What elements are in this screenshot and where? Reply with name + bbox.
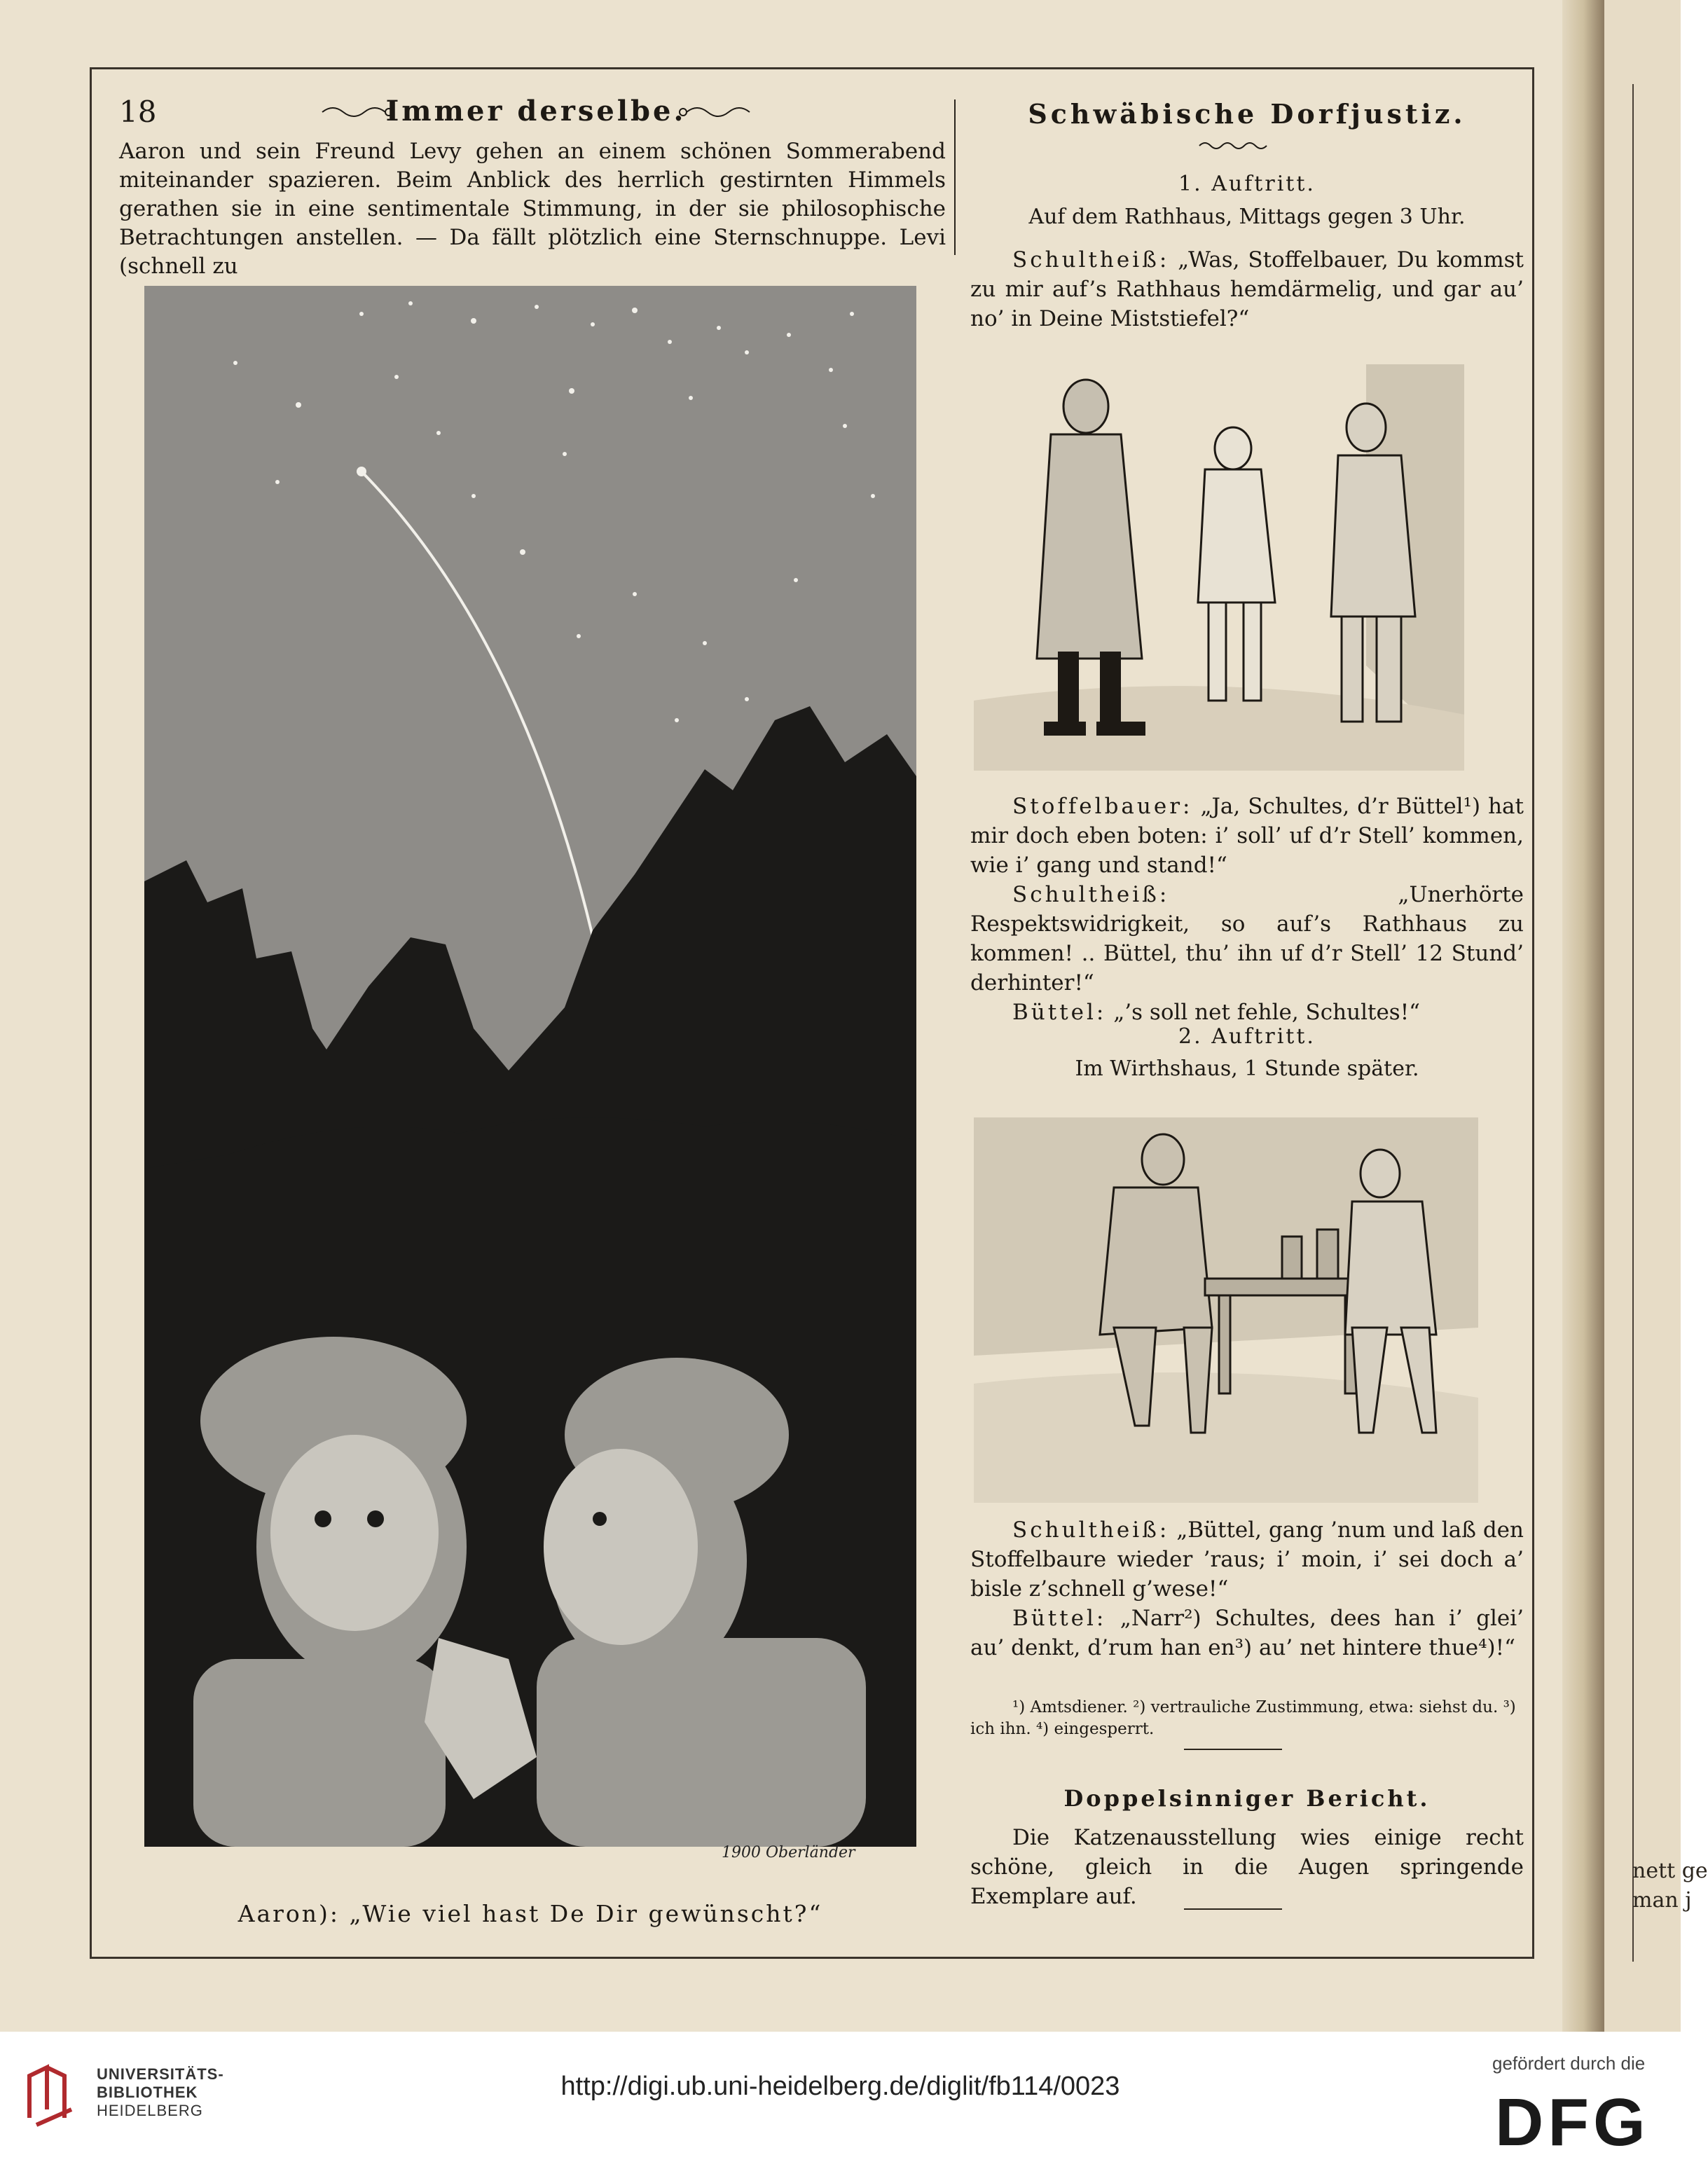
scene2-dialog-1 [970, 1515, 1524, 1604]
left-article-intro: Aaron und sein Freund Levy gehen an einem schönen Sommerabend miteinander spazieren. Beim Anblick des herrlich gestirnten Himmels gerathen sie in eine sentimentale Stimmung, in der sie philosophische Betrachtungen anstellen. — Da fällt plötzlich eine Sternschnuppe. Levi (schnell zu [119, 139, 946, 279]
short-piece-title: Doppelsinniger Bericht. [1063, 1785, 1431, 1812]
permalink[interactable]: http://digi.ub.uni-heidelberg.de/diglit/fb114/0023 [560, 2072, 1120, 2101]
scene2-heading: 2. Auftritt. [1178, 1024, 1316, 1049]
scene1-heading: 1. Auftritt. [1178, 172, 1316, 196]
speaker-name: Schultheiß: [1012, 247, 1170, 273]
scene2-setting: Im Wirthshaus, 1 Stunde später. [1075, 1056, 1419, 1081]
left-title-ornament-right-icon [669, 104, 753, 121]
illustration-caption: Aaron): „Wie viel hast De Dir gewünscht?“ [237, 1900, 823, 1927]
scene1-dialog-2 [970, 792, 1524, 880]
speaker-name: Büttel: [1012, 1606, 1107, 1631]
illustration-signature: 1900 Oberländer [722, 1844, 855, 1861]
speaker-name: Büttel: [1012, 1000, 1107, 1025]
next-page-text-fragment: nett ge man j [1632, 1859, 1708, 1913]
end-rule [1184, 1908, 1282, 1910]
page-number: 18 [119, 95, 157, 129]
scene1-dialog-4 [970, 998, 1524, 1027]
footnotes: ¹) Amtsdiener. ²) vertrauliche Zustimmung, etwa: siehst du. ³) ich ihn. ⁴) eingesperrt. [970, 1698, 1516, 1738]
scene1-dialog-3 [970, 880, 1524, 998]
page-gutter [1562, 0, 1604, 2032]
institution-line-2: BIBLIOTHEK [97, 2084, 198, 2101]
right-article-title: Schwäbische Dorfjustiz. [1028, 98, 1466, 130]
shooting-star-illustration [144, 286, 916, 1847]
left-article-title: Immer derselbe. [385, 95, 687, 128]
dfg-logo: DFG [1495, 2085, 1650, 2160]
scene2-dialog-block [970, 1515, 1524, 1662]
wirtshaus-scene-illustration [974, 1117, 1478, 1503]
funded-by-label: gefördert durch die [1492, 2053, 1646, 2074]
rathaus-scene-illustration [974, 364, 1464, 771]
short-piece-text: Die Katzenausstellung wies einige recht schöne, gleich in die Augen springende Exemplare auf. [970, 1825, 1524, 1909]
institution-line-3: HEIDELBERG [97, 2102, 203, 2119]
next-page-frame-line [1632, 84, 1681, 1962]
title-divider-ornament-icon [1198, 140, 1268, 151]
scene1-dialog-block [970, 792, 1524, 1027]
speaker-name: Schultheiß: [1012, 1517, 1170, 1543]
dialog-text: „Unerhörte Respektswidrigkeit, so auf’s Rathhaus zu kommen! .. Büttel, thu’ ihn uf d’r Stell’ 12 Stund’ derhinter!“ [970, 882, 1524, 996]
institution-line-1: UNIVERSITÄTS- [97, 2065, 224, 2083]
dialog-text: „Was, Stoffelbauer, Du kommst zu mir auf’s Rathhaus hemdärmelig, und gar au’ no’ in Deine Miststiefel?“ [970, 247, 1524, 331]
dialog-text: „Narr²) Schultes, dees han i’ glei’ au’ denkt, d’rum han en³) au’ net hintere thue⁴)!“ [970, 1606, 1524, 1660]
speaker-name: Stoffelbauer: [1012, 794, 1193, 819]
dialog-text: „’s soll net fehle, Schultes!“ [1113, 1000, 1421, 1025]
footnote-rule [1184, 1749, 1282, 1750]
scene2-dialog-2 [970, 1604, 1524, 1662]
scene1-setting: Auf dem Rathhaus, Mittags gegen 3 Uhr. [1028, 205, 1466, 229]
speaker-name: Schultheiß: [1012, 882, 1170, 907]
scene1-dialog-1 [970, 245, 1524, 333]
dialog-text: „Büttel, gang ’num und laß den Stoffelbaure wieder ’raus; i’ moin, i’ sei doch a’ bisle z’schnell g’wese!“ [970, 1517, 1524, 1602]
dialog-text: „Ja, Schultes, d’r Büttel¹) hat mir doch eben boten: i’ soll’ uf d’r Stell’ kommen, wie i’ gang und stand!“ [970, 794, 1524, 878]
column-divider [954, 99, 956, 255]
